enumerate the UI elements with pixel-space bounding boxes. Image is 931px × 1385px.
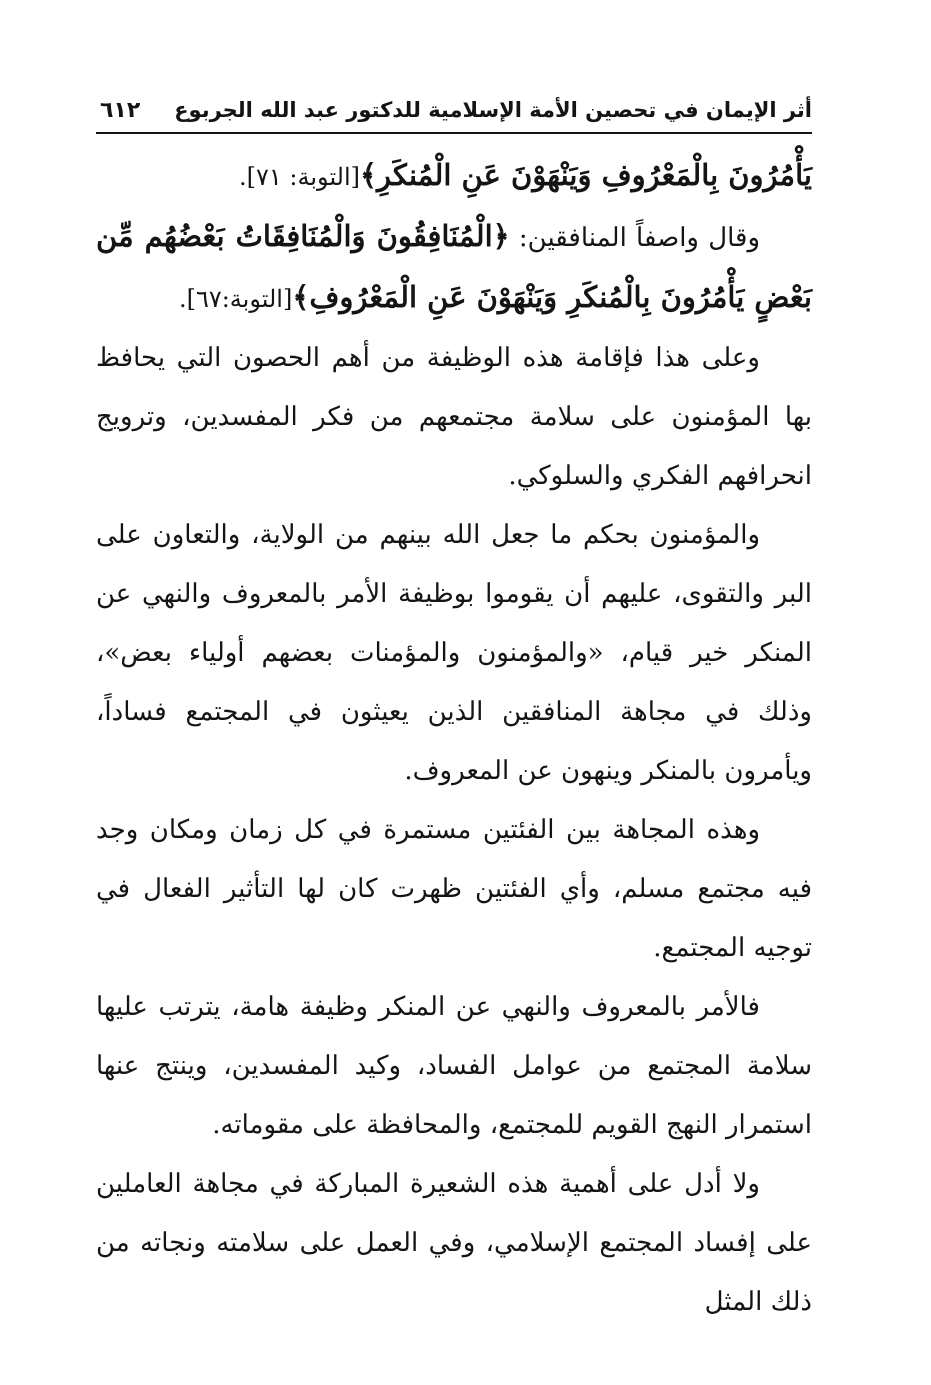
quran-verse: ﴿الْمُنَافِقُونَ وَالْمُنَافِقَاتُ بَعْضُهُم مِّن بَعْضٍ يَأْمُرُونَ بِالْمُنكَرِ وَيَنْهَوْنَ عَنِ الْمَعْرُوفِ﴾	[96, 219, 812, 314]
paragraph-hypocrites-verse	[96, 207, 812, 329]
page-body	[96, 146, 812, 1332]
paragraph: وهذه المجاهة بين الفئتين مستمرة في كل زمان ومكان وجد فيه مجتمع مسلم، وأي الفئتين ظهرت كان لها التأثير الفعال في توجيه المجتمع.	[96, 815, 812, 963]
page-number: ٦١٢	[100, 97, 141, 123]
paragraph-intro: وقال واصفاً المنافقين:	[509, 223, 760, 253]
paragraph: والمؤمنون بحكم ما جعل الله بينهم من الولاية، والتعاون على البر والتقوى، عليهم أن يقوموا بوظيفة الأمر بالمعروف والنهي عن المنكر خير قيام، «والمؤمنون والمؤمنات بعضهم أولياء بعض»، وذلك في مجاهة المنافقين الذين يعيثون في المجتمع فساداً، ويأمرون بالمنكر وينهون عن المعروف.	[96, 520, 812, 786]
running-title: أثر الإيمان في تحصين الأمة الإسلامية للدكتور عبد الله الجربوع	[174, 98, 812, 122]
paragraph-verse-continuation	[96, 146, 812, 207]
book-page	[96, 88, 812, 1317]
paragraph: فالأمر بالمعروف والنهي عن المنكر وظيفة هامة، يترتب عليها سلامة المجتمع من عوامل الفساد، وكيد المفسدين، وينتج عنها استمرار النهج القويم للمجتمع، والمحافظة على مقوماته.	[96, 992, 812, 1140]
quran-verse: يَأْمُرُونَ بِالْمَعْرُوفِ وَيَنْهَوْنَ عَنِ الْمُنكَرِ﴾	[360, 158, 812, 192]
verse-reference: [التوبة: ٧١].	[239, 163, 361, 191]
paragraph: ولا أدل على أهمية هذه الشعيرة المباركة في مجاهة العاملين على إفساد المجتمع الإسلامي، وفي العمل على سلامته ونجاته من ذلك المثل	[96, 1169, 812, 1317]
running-header	[96, 88, 812, 134]
paragraph: وعلى هذا فإقامة هذه الوظيفة من أهم الحصون التي يحافظ بها المؤمنون على سلامة مجتمعهم من فكر المفسدين، وترويج انحرافهم الفكري والسلوكي.	[96, 343, 812, 491]
verse-reference: [التوبة:٦٧].	[178, 285, 293, 313]
